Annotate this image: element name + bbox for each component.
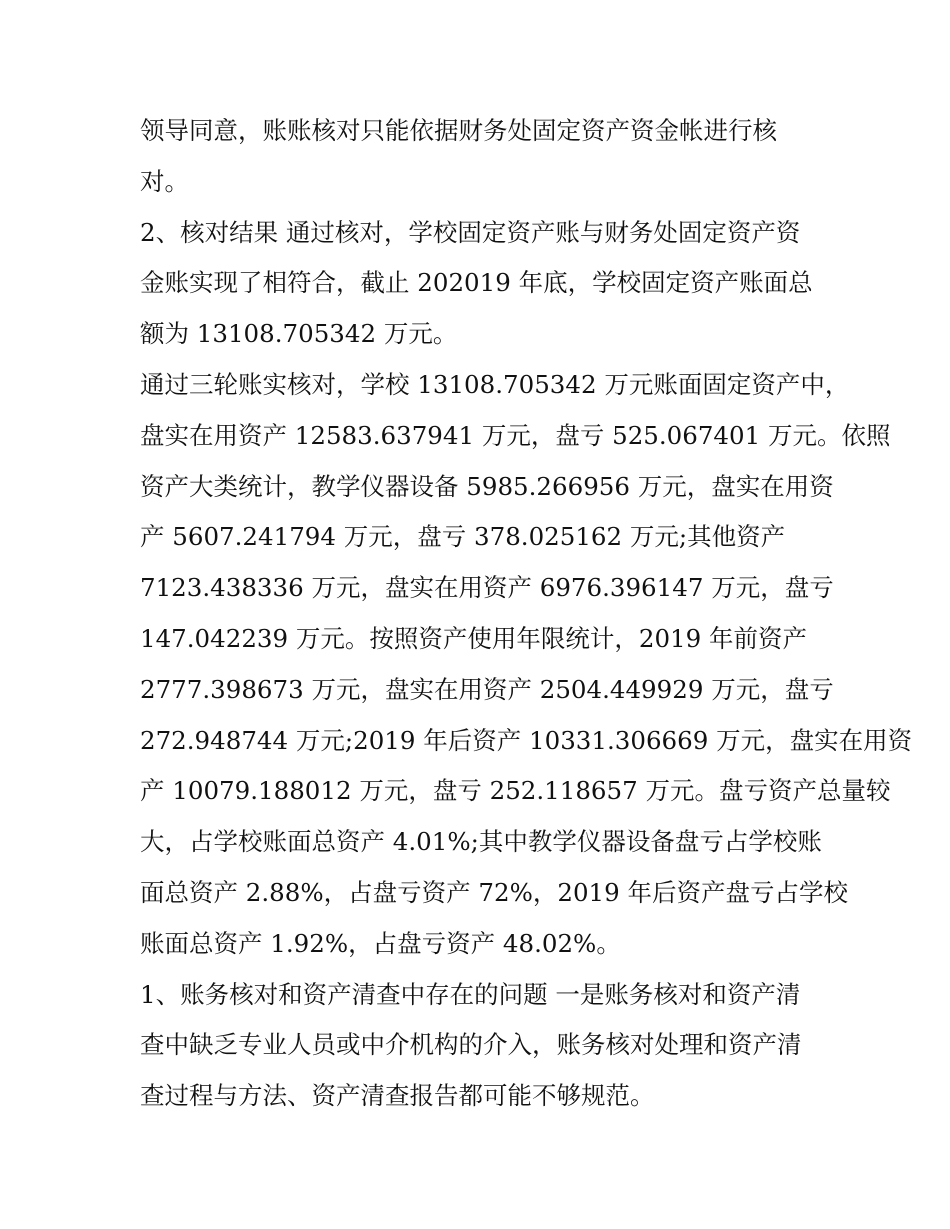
text-line: 面总资产 2.88%，占盘亏资产 72%，2019 年后资产盘亏占学校 [140,877,848,907]
text-line: 盘实在用资产 12583.637941 万元，盘亏 525.067401 万元。依照 [140,420,891,450]
text-line: 资产大类统计，教学仪器设备 5985.266956 万元，盘实在用资 [140,471,834,501]
document-body [140,106,913,1122]
text-line: 额为 13108.705342 万元。 [140,319,458,349]
paragraph-asset-statistics [140,360,913,970]
text-line: 大，占学校账面总资产 4.01%;其中教学仪器设备盘亏占学校账 [140,827,822,857]
text-line: 查过程与方法、资产清查报告都可能不够规范。 [140,1081,655,1111]
text-line: 272.948744 万元;2019 年后资产 10331.306669 万元，盘实在用资 [140,725,913,755]
text-line: 查中缺乏专业人员或中介机构的介入，账务核对处理和资产清 [140,1030,802,1060]
text-line: 通过三轮账实核对，学校 13108.705342 万元账面固定资产中， [140,369,850,399]
text-line: 产 5607.241794 万元，盘亏 378.025162 万元;其他资产 [140,522,786,552]
text-line: 账面总资产 1.92%，占盘亏资产 48.02%。 [140,928,621,958]
text-line: 2、核对结果 通过核对，学校固定资产账与财务处固定资产资 [140,217,801,247]
text-line: 2777.398673 万元，盘实在用资产 2504.449929 万元，盘亏 [140,674,834,704]
text-line: 1、账务核对和资产清查中存在的问题 一是账务核对和资产清 [140,979,801,1009]
text-line: 7123.438336 万元，盘实在用资产 6976.396147 万元，盘亏 [140,573,834,603]
text-line: 对。 [140,166,189,196]
text-line: 147.042239 万元。按照资产使用年限统计，2019 年前资产 [140,623,808,653]
text-line: 金账实现了相符合，截止 202019 年底，学校固定资产账面总 [140,268,813,298]
paragraph-approval [140,106,820,208]
paragraph-issues [140,970,820,1122]
text-line: 领导同意，账账核对只能依据财务处固定资产资金帐进行核 [140,116,777,145]
paragraph-verification-result [140,208,820,360]
text-line: 产 10079.188012 万元，盘亏 252.118657 万元。盘亏资产总量较 [140,776,891,806]
